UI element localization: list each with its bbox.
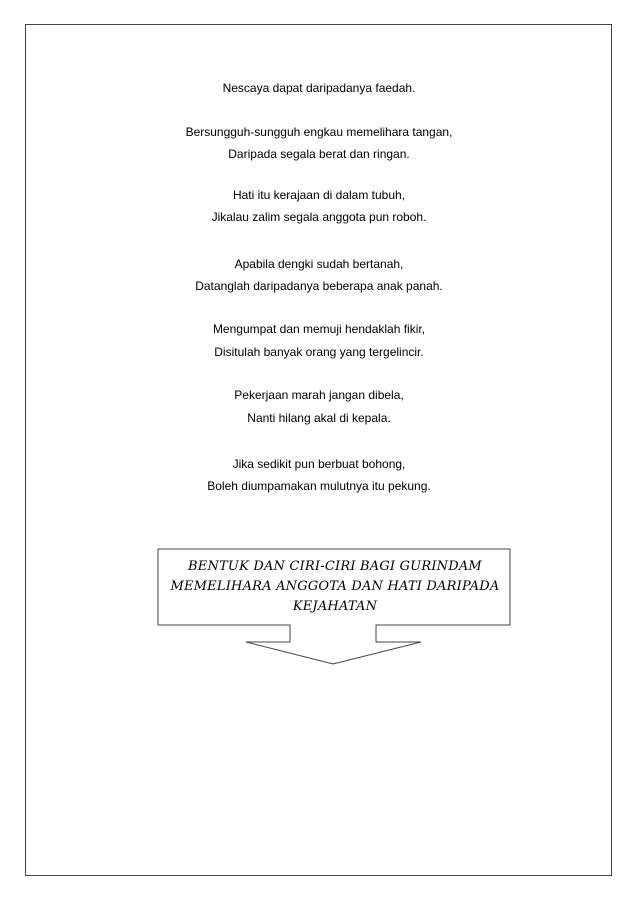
poem-line: Pekerjaan marah jangan dibela, [234,388,404,402]
callout-line: KEJAHATAN [292,599,378,614]
callout-line: MEMELIHARA ANGGOTA DAN HATI DARIPADA [170,579,500,594]
poem-line: Mengumpat dan memuji hendaklah fikir, [212,322,426,336]
poem-line: Jika sedikit pun berbuat bohong, [232,457,406,471]
poem-line: Boleh diumpamakan mulutnya itu pekung. [207,479,431,493]
callout-line: BENTUK DAN CIRI-CIRI BAGI GURINDAM [188,559,482,574]
poem-line: Hati itu kerajaan di dalam tubuh, [232,188,406,202]
callout-heading [160,557,510,617]
poem-line: Disitulah banyak orang yang tergelincir. [214,345,424,359]
poem-line: Nanti hilang akal di kepala. [247,411,391,425]
poem-line: Datanglah daripadanya beberapa anak panah. [195,279,443,293]
poem-line: Apabila dengki sudah bertanah, [234,257,404,271]
poem-line: Daripada segala berat dan ringan. [228,147,410,161]
poem-line: Nescaya dapat daripadanya faedah. [222,81,416,95]
poem-line: Bersungguh-sungguh engkau memelihara tangan, [185,125,453,139]
poem-line: Jikalau zalim segala anggota pun roboh. [211,210,427,224]
